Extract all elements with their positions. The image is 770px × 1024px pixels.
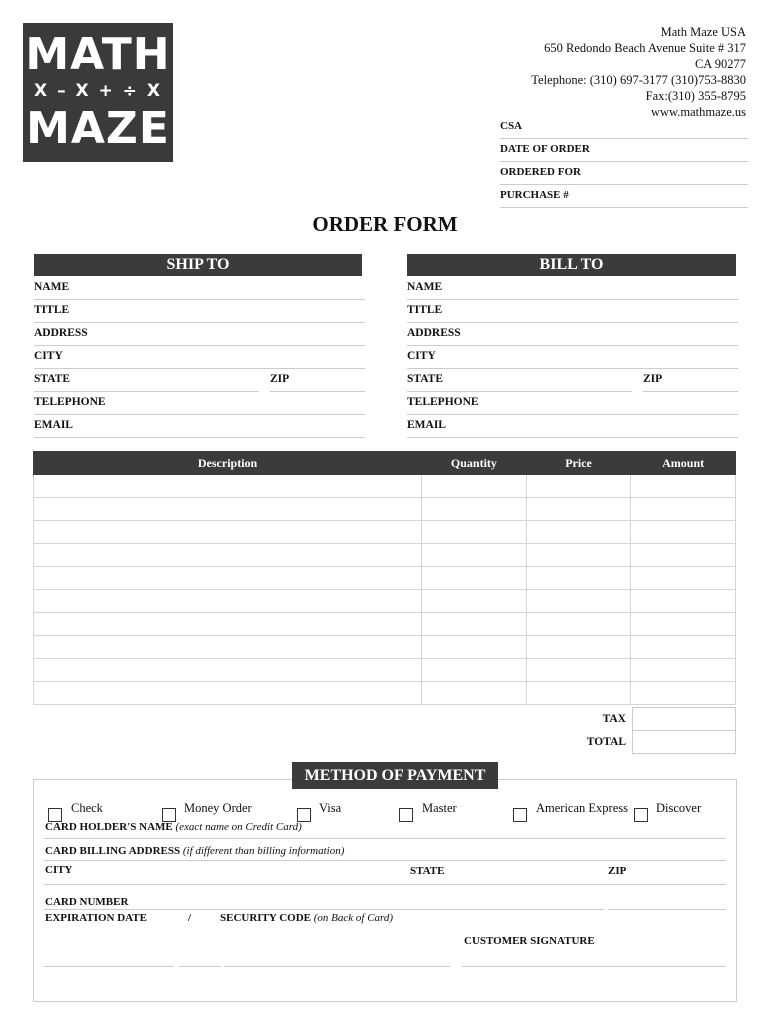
ship-zip-label: ZIP (270, 373, 290, 385)
bill-state-label: STATE (407, 373, 444, 385)
total-label: TOTAL (586, 736, 626, 748)
bill-state-field[interactable] (407, 369, 632, 392)
math-maze-logo (23, 23, 173, 162)
ship-name-field[interactable] (34, 277, 365, 300)
price-cell[interactable] (526, 475, 631, 498)
tax-label: TAX (602, 713, 626, 725)
ship-title-label: TITLE (34, 304, 70, 316)
bill-to-heading: BILL TO (407, 254, 736, 276)
price-cell[interactable] (526, 659, 631, 682)
table-row (34, 544, 736, 567)
price-cell[interactable] (526, 682, 631, 705)
american-express-checkbox[interactable] (513, 808, 527, 822)
items-header-row (34, 452, 736, 475)
date-of-order-field[interactable] (500, 139, 748, 162)
card-holder-note: (exact name on Credit Card) (175, 821, 302, 833)
billing-address-field[interactable] (44, 860, 726, 861)
description-cell[interactable] (34, 613, 422, 636)
visa-checkbox[interactable] (297, 808, 311, 822)
description-cell[interactable] (34, 544, 422, 567)
purchase-number-field[interactable] (500, 185, 748, 208)
price-cell[interactable] (526, 521, 631, 544)
payment-heading: METHOD OF PAYMENT (292, 762, 498, 789)
customer-signature-label: CUSTOMER SIGNATURE (464, 935, 595, 947)
bill-zip-label: ZIP (643, 373, 663, 385)
bill-city-field[interactable] (407, 346, 738, 369)
form-title: ORDER FORM (312, 212, 458, 236)
billing-address-note: (if different than billing information) (182, 845, 345, 857)
ordered-for-field[interactable] (500, 162, 748, 185)
table-row (34, 521, 736, 544)
check-option-label: Check (71, 801, 103, 815)
amount-cell[interactable] (631, 567, 736, 590)
quantity-cell[interactable] (422, 567, 527, 590)
description-cell[interactable] (34, 636, 422, 659)
ship-zip-field[interactable] (270, 369, 365, 392)
company-telephone: Telephone: (310) 697-3177 (310)753-8830 (531, 73, 746, 87)
table-row (34, 682, 736, 705)
price-cell[interactable] (526, 567, 631, 590)
amount-cell[interactable] (631, 521, 736, 544)
table-row (34, 613, 736, 636)
company-name: Math Maze USA (660, 25, 746, 39)
company-fax: Fax:(310) 355-8795 (645, 89, 746, 103)
payment-zip-label: ZIP (608, 865, 627, 877)
price-cell[interactable] (526, 498, 631, 521)
amount-cell[interactable] (631, 636, 736, 659)
payment-city-label: CITY (45, 864, 73, 876)
col-quantity: Quantity (422, 452, 527, 475)
date-of-order-label: DATE OF ORDER (500, 143, 590, 155)
price-cell[interactable] (526, 590, 631, 613)
quantity-cell[interactable] (422, 544, 527, 567)
table-row (34, 636, 736, 659)
description-cell[interactable] (34, 475, 422, 498)
ship-state-field[interactable] (34, 369, 259, 392)
ordered-for-label: ORDERED FOR (500, 166, 581, 178)
table-row (34, 475, 736, 498)
logo-symbols: X – X + ÷ X (34, 81, 162, 101)
csa-label: CSA (500, 120, 523, 132)
expiration-slash: / (188, 912, 192, 924)
payment-city-state-zip-field[interactable] (44, 884, 726, 885)
payment-section (33, 779, 737, 1002)
amount-cell[interactable] (631, 544, 736, 567)
items-table (33, 451, 736, 705)
amount-cell[interactable] (631, 475, 736, 498)
quantity-cell[interactable] (422, 590, 527, 613)
expiration-month-field[interactable] (44, 966, 174, 967)
amount-cell[interactable] (631, 659, 736, 682)
bill-name-label: NAME (407, 281, 443, 293)
billing-address-label (45, 845, 344, 857)
ship-address-field[interactable] (34, 323, 365, 346)
money-order-checkbox[interactable] (162, 808, 176, 822)
table-row (34, 498, 736, 521)
company-address: 650 Redondo Beach Avenue Suite # 317 (544, 41, 746, 55)
csa-field[interactable] (500, 116, 748, 139)
card-number-field[interactable] (44, 909, 604, 910)
security-code-note: (on Back of Card) (313, 912, 394, 924)
quantity-cell[interactable] (422, 636, 527, 659)
logo-word-math: MATH (25, 29, 171, 80)
card-holder-text: CARD HOLDER'S NAME (45, 821, 173, 833)
ship-address-label: ADDRESS (34, 327, 88, 339)
description-cell[interactable] (34, 521, 422, 544)
quantity-cell[interactable] (422, 613, 527, 636)
quantity-cell[interactable] (422, 521, 527, 544)
security-code-text: SECURITY CODE (220, 912, 311, 924)
amount-cell[interactable] (631, 682, 736, 705)
tax-field[interactable] (632, 707, 736, 731)
ship-to-heading: SHIP TO (34, 254, 362, 276)
card-number-extra-field[interactable] (608, 909, 726, 910)
company-state-zip: CA 90277 (694, 57, 746, 71)
quantity-cell[interactable] (422, 475, 527, 498)
ship-telephone-label: TELEPHONE (34, 396, 106, 408)
col-price: Price (526, 452, 631, 475)
bill-email-field[interactable] (407, 415, 738, 438)
amount-cell[interactable] (631, 613, 736, 636)
billing-address-text: CARD BILLING ADDRESS (45, 845, 181, 857)
purchase-number-label: PURCHASE # (500, 189, 569, 201)
bill-telephone-label: TELEPHONE (407, 396, 479, 408)
ship-email-label: EMAIL (34, 419, 73, 431)
card-number-label: CARD NUMBER (45, 896, 129, 908)
check-checkbox[interactable] (48, 808, 62, 822)
amount-cell[interactable] (631, 498, 736, 521)
card-holder-label (45, 821, 302, 833)
table-row (34, 590, 736, 613)
ship-name-label: NAME (34, 281, 70, 293)
quantity-cell[interactable] (422, 659, 527, 682)
american-express-option-label: American Express (536, 801, 628, 815)
company-website: www.mathmaze.us (651, 105, 746, 119)
quantity-cell[interactable] (422, 498, 527, 521)
expiration-date-label: EXPIRATION DATE (45, 912, 147, 924)
card-holder-field[interactable] (44, 838, 726, 839)
description-cell[interactable] (34, 659, 422, 682)
bill-title-field[interactable] (407, 300, 738, 323)
description-cell[interactable] (34, 590, 422, 613)
bill-email-label: EMAIL (407, 419, 446, 431)
ship-city-field[interactable] (34, 346, 365, 369)
ship-email-field[interactable] (34, 415, 365, 438)
table-row (34, 567, 736, 590)
description-cell[interactable] (34, 567, 422, 590)
master-option-label: Master (422, 801, 457, 815)
master-checkbox[interactable] (399, 808, 413, 822)
ship-title-field[interactable] (34, 300, 365, 323)
amount-cell[interactable] (631, 590, 736, 613)
logo-word-maze: MAZE (26, 103, 170, 154)
bill-telephone-field[interactable] (407, 392, 738, 415)
company-info (446, 24, 746, 120)
ship-city-label: CITY (34, 350, 63, 362)
price-cell[interactable] (526, 636, 631, 659)
money-order-option-label: Money Order (184, 801, 252, 815)
total-field[interactable] (632, 730, 736, 754)
security-code-field[interactable] (224, 966, 450, 967)
description-cell[interactable] (34, 682, 422, 705)
items-body (34, 475, 736, 705)
bill-city-label: CITY (407, 350, 436, 362)
discover-checkbox[interactable] (634, 808, 648, 822)
ship-state-label: STATE (34, 373, 71, 385)
table-row (34, 659, 736, 682)
bill-address-field[interactable] (407, 323, 738, 346)
bill-name-field[interactable] (407, 277, 738, 300)
bill-to-section (407, 277, 738, 438)
discover-option-label: Discover (656, 801, 702, 815)
col-description: Description (34, 452, 422, 475)
customer-signature-field[interactable] (462, 966, 726, 967)
bill-address-label: ADDRESS (407, 327, 461, 339)
visa-option-label: Visa (319, 801, 342, 815)
ship-to-section (34, 277, 365, 438)
bill-zip-field[interactable] (643, 369, 738, 392)
ship-telephone-field[interactable] (34, 392, 365, 415)
description-cell[interactable] (34, 498, 422, 521)
price-cell[interactable] (526, 613, 631, 636)
expiration-year-field[interactable] (179, 966, 221, 967)
price-cell[interactable] (526, 544, 631, 567)
col-amount: Amount (631, 452, 736, 475)
security-code-label (220, 912, 393, 924)
bill-title-label: TITLE (407, 304, 443, 316)
payment-state-label: STATE (410, 865, 445, 877)
quantity-cell[interactable] (422, 682, 527, 705)
